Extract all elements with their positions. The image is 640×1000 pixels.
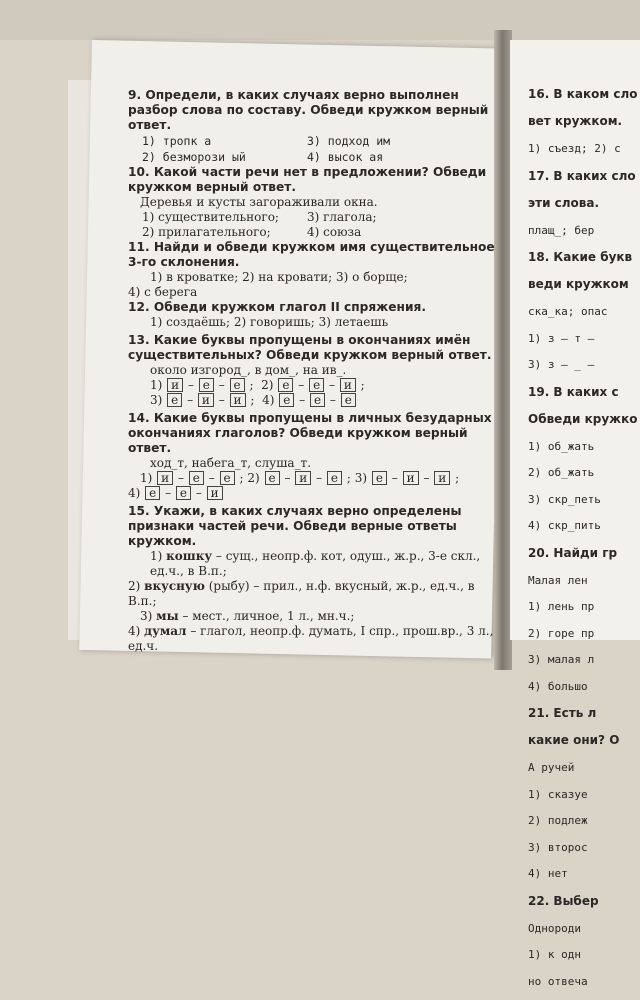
q14-opt3-num: 3) — [354, 471, 368, 485]
q10-option-1: 1) существительного; — [142, 210, 279, 224]
q14-opt4-letter-3: и — [207, 486, 223, 500]
q13-opt4-num: 4) — [262, 393, 275, 407]
right-line-20: 1) лень пр — [528, 600, 595, 613]
q10-option-2: 2) прилагательного; — [142, 225, 271, 239]
q14-title: 14. Какие буквы пропущены в личных безударных окончаниях глаголов? Обведи кружком верный ответ. — [128, 411, 492, 455]
right-line-14: 1) об_жать — [528, 439, 595, 453]
q11-title: 11. Найди и обведи кружком имя существительное 3-го склонения. — [128, 240, 495, 269]
right-line-21: 2) горе пр — [528, 626, 595, 640]
right-line-16: 3) скр_петь — [528, 492, 601, 506]
right-line-11: 3) з – _ – — [528, 358, 595, 371]
q13-opt2-num: 2) — [261, 378, 274, 392]
q10-option-3: 3) глагола; — [307, 210, 377, 224]
right-line-25: какие они? О — [528, 733, 620, 747]
right-line-9: ска_ка; опас — [528, 305, 608, 318]
q11-line-1: 1) в кроватке; 2) на кровати; 3) о борще; — [150, 270, 408, 284]
q9-option-2: 2) безморози ый — [142, 150, 246, 164]
right-line-4: 17. В каких сло — [528, 168, 636, 183]
q14-opt1-letter-1: и — [157, 471, 173, 485]
right-page-content — [528, 75, 640, 1000]
q13-opt4-letter-3: е — [341, 393, 356, 407]
q13-opt3-sep: ; — [250, 393, 255, 407]
q15-answer-3-word: мы — [156, 609, 179, 623]
q14-opt2-num: 2) — [247, 471, 260, 485]
right-line-32: Однороди — [528, 921, 581, 935]
right-line-27: 1) сказуе — [528, 787, 588, 801]
q13-opt2-letter-3: и — [340, 378, 356, 392]
right-line-10: 1) з – т – — [528, 331, 595, 345]
q13-opt1-letter-2: е — [199, 378, 214, 392]
q13-opt1-letter-3: е — [230, 378, 245, 392]
q13-opt2-sep: ; — [360, 378, 365, 392]
q11-line-2: 4) с берега — [128, 285, 198, 299]
right-line-29: 3) второс — [528, 840, 588, 854]
q14-opt2-letter-1: е — [265, 471, 280, 485]
q12-line: 1) создаёшь; 2) говоришь; 3) летаешь — [150, 315, 389, 329]
right-line-6: плащ_; бер — [528, 223, 595, 237]
right-line-26: А ручей — [528, 761, 575, 774]
q13-opt2-letter-2: е — [309, 378, 324, 392]
q14-opt3-letter-1: е — [372, 471, 387, 485]
left-page-content — [128, 88, 496, 654]
right-line-23: 4) большо — [528, 679, 588, 693]
q15-answer-2-text: (рыбу) – прил., н.ф. вкусный, ж.р., ед.ч., в В.п.; — [128, 579, 475, 608]
right-line-7: 18. Какие букв — [528, 250, 633, 264]
q13-opt3-num: 3) — [150, 393, 163, 407]
desk-background — [0, 0, 640, 40]
right-line-13: Обведи кружко — [528, 411, 638, 426]
q14-opt3-letter-2: и — [403, 471, 419, 485]
q13-words: около изгород_, в дом_, на ив_. — [150, 363, 347, 377]
q13-opt4-letter-1: е — [279, 393, 294, 407]
q9-option-3: 3) подход им — [307, 134, 391, 148]
right-line-28: 2) подлеж — [528, 814, 588, 827]
right-line-2: вет кружком. — [528, 114, 623, 128]
q14-options-row-1: 1) и – е – е ; 2) е – и – е ; 3) е – и – и ; — [140, 471, 460, 485]
right-line-3: 1) съезд; 2) с — [528, 142, 621, 155]
q13-opt3-letter-1: е — [167, 393, 182, 407]
q14-opt2-letter-3: е — [327, 471, 342, 485]
right-line-17: 4) скр_пить — [528, 519, 601, 532]
q14-opt1-num: 1) — [140, 471, 153, 485]
q14-opt4-letter-2: е — [176, 486, 191, 500]
q14-opt1-letter-3: е — [220, 471, 235, 485]
q10-sentence: Деревья и кусты загораживали окна. — [140, 195, 378, 209]
q13-opt4-letter-2: е — [310, 393, 325, 407]
q13-opt1-letter-1: и — [167, 378, 183, 392]
right-line-24: 21. Есть л — [528, 706, 597, 720]
q13-opt1-num: 1) — [150, 378, 163, 392]
right-line-5: эти слова. — [528, 195, 600, 210]
right-line-22: 3) малая л — [528, 653, 595, 666]
q14-opt2-letter-2: и — [295, 471, 311, 485]
q13-opt1-sep: ; — [249, 378, 254, 392]
q14-opt4-num: 4) — [128, 486, 141, 500]
q15-answer-4: 4) думал – глагол, неопр.ф. думать, I спр., прош.вр., 3 л., ед.ч. — [128, 624, 494, 653]
right-line-18: 20. Найди гр — [528, 545, 618, 560]
q12-title: 12. Обведи кружком глагол II спряжения. — [128, 300, 426, 314]
q14-opt4-letter-1: е — [145, 486, 160, 500]
q10-title: 10. Какой части речи нет в предложении? Обведи кружком верный ответ. — [128, 165, 487, 194]
q14-opt1-letter-2: е — [189, 471, 204, 485]
right-line-8: веди кружком — [528, 277, 629, 291]
q15-answer-3-text: – мест., личное, 1 л., мн.ч.; — [182, 609, 355, 623]
right-line-30: 4) нет — [528, 867, 568, 880]
right-line-31: 22. Выбер — [528, 893, 599, 908]
q13-opt3-letter-3: и — [230, 393, 246, 407]
q15-answer-1: 1) кошку – сущ., неопр.ф. кот, одуш., ж.р., 3-е скл., ед.ч., в В.п.; — [150, 549, 481, 578]
q13-opt2-letter-1: е — [278, 378, 293, 392]
q15-answer-1-word: кошку — [166, 549, 213, 563]
right-line-33: 1) к одн — [528, 948, 581, 961]
q15-answer-4-word: думал — [144, 624, 187, 638]
q13-options-row-2: 3) е – и – и ; 4) е – е – е — [128, 393, 496, 408]
right-line-34: но отвеча — [528, 974, 588, 988]
q14-opt2-sep: ; — [346, 471, 351, 485]
q14-opt1-sep: ; — [239, 471, 244, 485]
q13-opt3-letter-2: и — [198, 393, 214, 407]
right-line-1: 16. В каком сло — [528, 87, 638, 101]
q9-options — [128, 133, 496, 165]
q14-opt3-letter-3: и — [434, 471, 450, 485]
q9-title: 9. Определи, в каких случаях верно выполнен разбор слова по составу. Обведи кружком верный ответ. — [128, 88, 489, 132]
right-line-15: 2) об_жать — [528, 466, 595, 479]
q14-words: ход_т, набега_т, слуша_т. — [150, 456, 312, 470]
q9-option-4: 4) высок ая — [307, 150, 384, 164]
q15-answer-2: 2) вкусную (рыбу) – прил., н.ф. вкусный, ж.р., ед.ч., в В.п.; — [128, 579, 475, 608]
q15-answer-2-word: вкусную — [144, 579, 205, 593]
q10-option-4: 4) союза — [307, 225, 362, 239]
right-line-19: Малая лен — [528, 573, 588, 587]
q14-options-row-2: 4) е – е – и — [128, 486, 496, 501]
q14-opt3-sep: ; — [455, 471, 460, 485]
q15-answer-3: 3) мы – мест., личное, 1 л., мн.ч.; — [140, 609, 355, 623]
q15-answer-1-text: – сущ., неопр.ф. кот, одуш., ж.р., 3-е скл., ед.ч., в В.п.; — [150, 549, 481, 578]
right-line-12: 19. В каких с — [528, 384, 619, 399]
q10-options — [128, 210, 496, 240]
q9-option-1: 1) тропк а — [142, 134, 212, 148]
q15-title: 15. Укажи, в каких случаях верно определены признаки частей речи. Обведи верные ответы кружком. — [128, 504, 462, 548]
q13-title: 13. Какие буквы пропущены в окончаниях имён существительных? Обведи кружком верный ответ. — [128, 333, 492, 362]
q15-answer-4-text: – глагол, неопр.ф. думать, I спр., прош.вр., 3 л., ед.ч. — [128, 624, 494, 653]
q13-options-row-1: 1) и – е – е ; 2) е – е – и ; — [150, 378, 365, 392]
